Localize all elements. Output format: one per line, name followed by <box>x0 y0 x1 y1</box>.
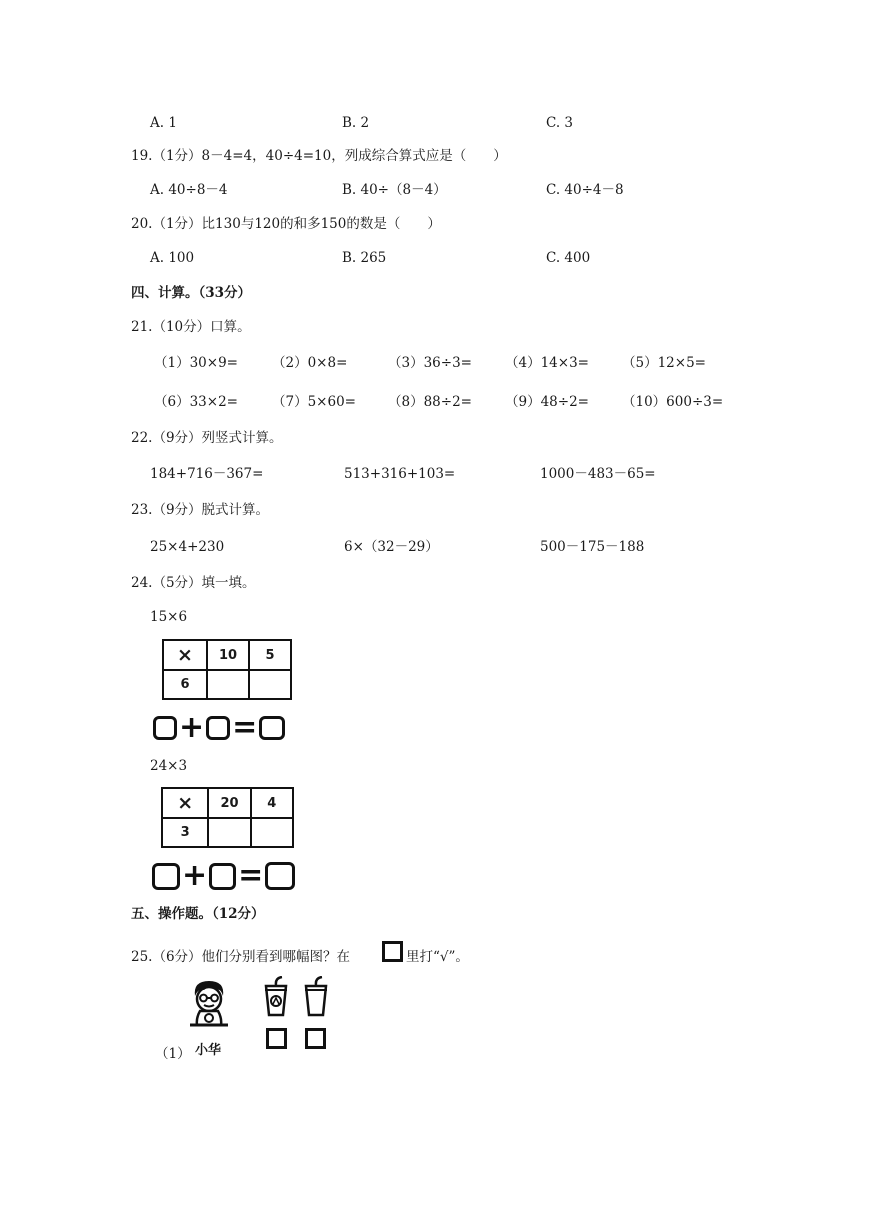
grid-2-multiplier: 3 <box>162 818 208 847</box>
q22-item-3: 1000－483－65= <box>540 466 656 482</box>
q18-option-a: A. 1 <box>150 115 177 131</box>
section-5-heading: 五、操作题。（12分） <box>131 906 265 922</box>
q19-stem: 19.（1分）8－4=4，40÷4=10，列成综合算式应是（ ） <box>131 148 507 164</box>
q18-option-b: B. 2 <box>342 115 370 131</box>
q25-stem-before: 25.（6分）他们分别看到哪幅图？在 <box>131 949 351 965</box>
grid-1-answer-cell-b[interactable] <box>249 670 291 699</box>
q25-checkbox-view-1[interactable] <box>266 1028 287 1049</box>
q24-stem: 24.（5分）填一填。 <box>131 575 256 591</box>
q25-item-number: （1） <box>155 1046 191 1062</box>
q24-grid-1 <box>162 639 292 700</box>
eq1-answer-box-2[interactable] <box>206 716 230 740</box>
grid-2-times-sign: × <box>162 788 208 818</box>
q25-person-name: 小华 <box>195 1043 222 1058</box>
q22-stem: 22.（9分）列竖式计算。 <box>131 430 283 446</box>
eq1-equals: = <box>232 710 258 745</box>
q21-item-2: （2）0×8= <box>272 355 348 371</box>
q21-item-5: （5）12×5= <box>622 355 706 371</box>
q24-expr-1: 15×6 <box>150 609 188 625</box>
boy-figure-icon <box>188 978 230 1028</box>
grid-2-answer-cell-b[interactable] <box>251 818 293 847</box>
eq1-answer-box-1[interactable] <box>153 716 177 740</box>
q20-option-a: A. 100 <box>150 250 195 266</box>
q23-item-1: 25×4+230 <box>150 539 225 555</box>
eq2-plus: + <box>182 858 208 893</box>
grid-1-header-a: 10 <box>207 640 249 670</box>
grid-2-header-b: 4 <box>251 788 293 818</box>
q24-expr-2: 24×3 <box>150 758 188 774</box>
q24-equation-1 <box>153 710 285 745</box>
q19-option-c: C. 40÷4－8 <box>546 182 624 198</box>
q25-checkbox-view-2[interactable] <box>305 1028 326 1049</box>
q19-option-a: A. 40÷8－4 <box>150 182 228 198</box>
q20-stem: 20.（1分）比130与120的和多150的数是（ ） <box>131 216 441 232</box>
q21-item-3: （3）36÷3= <box>388 355 472 371</box>
grid-2-header-a: 20 <box>208 788 250 818</box>
eq2-answer-box-2[interactable] <box>209 863 236 890</box>
eq2-answer-box-3[interactable] <box>265 862 295 890</box>
grid-1-header-b: 5 <box>249 640 291 670</box>
q23-item-3: 500－175－188 <box>540 539 645 555</box>
q21-stem: 21.（10分）口算。 <box>131 319 251 335</box>
eq2-answer-box-1[interactable] <box>152 863 180 890</box>
q20-option-b: B. 265 <box>342 250 387 266</box>
q21-item-1: （1）30×9= <box>154 355 238 371</box>
q21-item-6: （6）33×2= <box>154 394 238 410</box>
grid-2-answer-cell-a[interactable] <box>208 818 250 847</box>
q22-item-2: 513+316+103= <box>344 466 456 482</box>
q21-item-10: （10）600÷3= <box>622 394 724 410</box>
eq1-answer-box-3[interactable] <box>259 716 285 740</box>
q20-option-c: C. 400 <box>546 250 591 266</box>
grid-1-times-sign: × <box>163 640 207 670</box>
q19-option-b: B. 40÷（8－4） <box>342 182 447 198</box>
q24-grid-2 <box>161 787 294 848</box>
q23-stem: 23.（9分）脱式计算。 <box>131 502 270 518</box>
cup-view-2-icon <box>302 976 330 1018</box>
q23-item-2: 6×（32－29） <box>344 539 439 555</box>
q22-item-1: 184+716－367= <box>150 466 264 482</box>
grid-1-answer-cell-a[interactable] <box>207 670 249 699</box>
eq1-plus: + <box>179 710 205 745</box>
q25-stem-box-icon <box>382 941 403 962</box>
q21-item-4: （4）14×3= <box>505 355 589 371</box>
q24-equation-2 <box>152 858 295 893</box>
grid-1-multiplier: 6 <box>163 670 207 699</box>
q18-option-c: C. 3 <box>546 115 574 131</box>
q21-item-7: （7）5×60= <box>272 394 356 410</box>
section-4-heading: 四、计算。（33分） <box>131 285 252 301</box>
q21-item-8: （8）88÷2= <box>388 394 472 410</box>
cup-view-1-icon <box>262 976 290 1018</box>
eq2-equals: = <box>238 858 264 893</box>
q21-item-9: （9）48÷2= <box>505 394 589 410</box>
q25-stem-after: 里打“√”。 <box>406 949 469 965</box>
